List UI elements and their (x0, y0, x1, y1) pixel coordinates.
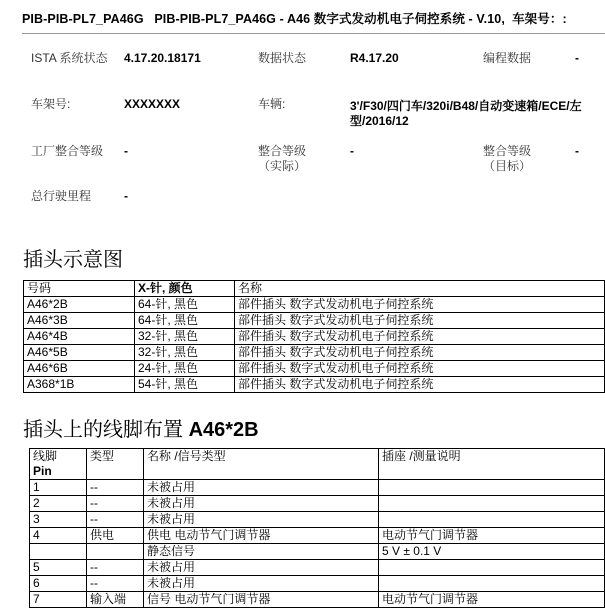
table-cell: 部件插头 数字式发动机电子伺控系统 (235, 313, 605, 329)
table-row (24, 297, 605, 313)
target-label: 整合等级 （目标） (483, 144, 532, 173)
table-row (24, 345, 605, 361)
table-cell: A46*5B (24, 345, 135, 361)
table-row (24, 329, 605, 345)
table-row (30, 576, 605, 592)
actual-label: 整合等级 （实际） (258, 144, 307, 173)
table-cell: 输入端 (87, 592, 144, 608)
table-cell: 未被占用 (144, 512, 379, 528)
table-cell (379, 576, 605, 592)
table-cell: 部件插头 数字式发动机电子伺控系统 (235, 377, 605, 393)
table-row (30, 496, 605, 512)
document-header (22, 9, 567, 27)
connectors-heading: 插头示意图 (23, 249, 123, 271)
table-cell: 电动节气门调节器 (379, 528, 605, 544)
table-cell: -- (87, 496, 144, 512)
table-cell: 32-针, 黑色 (135, 345, 235, 361)
table-row (30, 560, 605, 576)
ista-value: 4.17.20.18171 (124, 51, 201, 65)
table-cell (87, 544, 144, 560)
table-row (30, 544, 605, 560)
table-cell: -- (87, 560, 144, 576)
ista-label: ISTA 系统状态 (31, 51, 108, 65)
table-cell: -- (87, 512, 144, 528)
header-part3: 车架号：: (512, 12, 567, 26)
table-cell: A46*2B (24, 297, 135, 313)
table-cell: 供电 (87, 528, 144, 544)
col-number: 号码 (24, 281, 135, 297)
header-part2: PIB-PIB-PL7_PA46G - A46 数字式发动机电子伺控系统 - V.10, (154, 12, 505, 26)
pins-heading: 插头上的线脚布置 A46*2B (23, 419, 259, 441)
header-part1: PIB-PIB-PL7_PA46G (22, 12, 144, 26)
table-row (24, 361, 605, 377)
table-row (30, 528, 605, 544)
table-cell: 静态信号 (144, 544, 379, 560)
table-cell: 2 (30, 496, 87, 512)
table-cell: A46*3B (24, 313, 135, 329)
header-rule (22, 33, 605, 34)
table-cell: 供电 电动节气门调节器 (144, 528, 379, 544)
table-cell: 54-针, 黑色 (135, 377, 235, 393)
vin-label: 车架号: (31, 97, 71, 111)
mileage-label: 总行驶里程 (31, 189, 92, 203)
vin-value: XXXXXXX (124, 97, 181, 111)
data-status-label: 数据状态 (258, 51, 307, 65)
table-cell: 部件插头 数字式发动机电子伺控系统 (235, 361, 605, 377)
table-cell: 5 (30, 560, 87, 576)
table-cell: 24-针, 黑色 (135, 361, 235, 377)
actual-value: - (350, 144, 354, 158)
vehicle-label: 车辆: (258, 97, 286, 111)
pins-table (29, 448, 605, 608)
connectors-header-row (24, 281, 605, 297)
table-cell: 部件插头 数字式发动机电子伺控系统 (235, 329, 605, 345)
table-cell: 电动节气门调节器 (379, 592, 605, 608)
factory-label: 工厂整合等级 (31, 144, 104, 158)
table-cell: 4 (30, 528, 87, 544)
table-cell: 部件插头 数字式发动机电子伺控系统 (235, 345, 605, 361)
vehicle-value-line2: 型/2016/12 (350, 114, 409, 128)
table-row (30, 592, 605, 608)
factory-value: - (124, 144, 128, 158)
table-row (30, 480, 605, 496)
col-type: 类型 (87, 449, 144, 480)
table-cell: 32-针, 黑色 (135, 329, 235, 345)
table-cell: 64-针, 黑色 (135, 313, 235, 329)
table-cell: A46*4B (24, 329, 135, 345)
table-cell (379, 560, 605, 576)
table-cell (379, 496, 605, 512)
table-cell (379, 512, 605, 528)
table-cell: 3 (30, 512, 87, 528)
table-row (24, 313, 605, 329)
table-cell (30, 544, 87, 560)
table-cell: -- (87, 576, 144, 592)
vehicle-value-line1: 3'/F30/四门车/320i/B48/自动变速箱/ECE/左 (350, 99, 582, 113)
col-name: 名称 (235, 281, 605, 297)
table-cell: A368*1B (24, 377, 135, 393)
pins-header-row (30, 449, 605, 480)
table-cell: 64-针, 黑色 (135, 297, 235, 313)
table-cell: 信号 电动节气门调节器 (144, 592, 379, 608)
table-cell: 未被占用 (144, 480, 379, 496)
mileage-value: - (124, 189, 128, 203)
table-cell: 未被占用 (144, 496, 379, 512)
data-status-value: R4.17.20 (350, 51, 399, 65)
target-value: - (575, 144, 579, 158)
table-cell: 部件插头 数字式发动机电子伺控系统 (235, 297, 605, 313)
col-signal: 名称 /信号类型 (144, 449, 379, 480)
col-socket: 插座 /测量说明 (379, 449, 605, 480)
programming-value: - (575, 51, 579, 65)
table-cell: 未被占用 (144, 576, 379, 592)
table-cell: 未被占用 (144, 560, 379, 576)
table-cell: A46*6B (24, 361, 135, 377)
table-row (30, 512, 605, 528)
table-row (24, 377, 605, 393)
table-cell: 6 (30, 576, 87, 592)
col-pin: 线脚 Pin (30, 449, 87, 480)
programming-label: 编程数据 (483, 51, 532, 65)
col-pins: X-针, 颜色 (135, 281, 235, 297)
table-cell: 7 (30, 592, 87, 608)
table-cell: -- (87, 480, 144, 496)
table-cell: 1 (30, 480, 87, 496)
table-cell: 5 V ± 0.1 V (379, 544, 605, 560)
connectors-table (23, 280, 605, 393)
table-cell (379, 480, 605, 496)
